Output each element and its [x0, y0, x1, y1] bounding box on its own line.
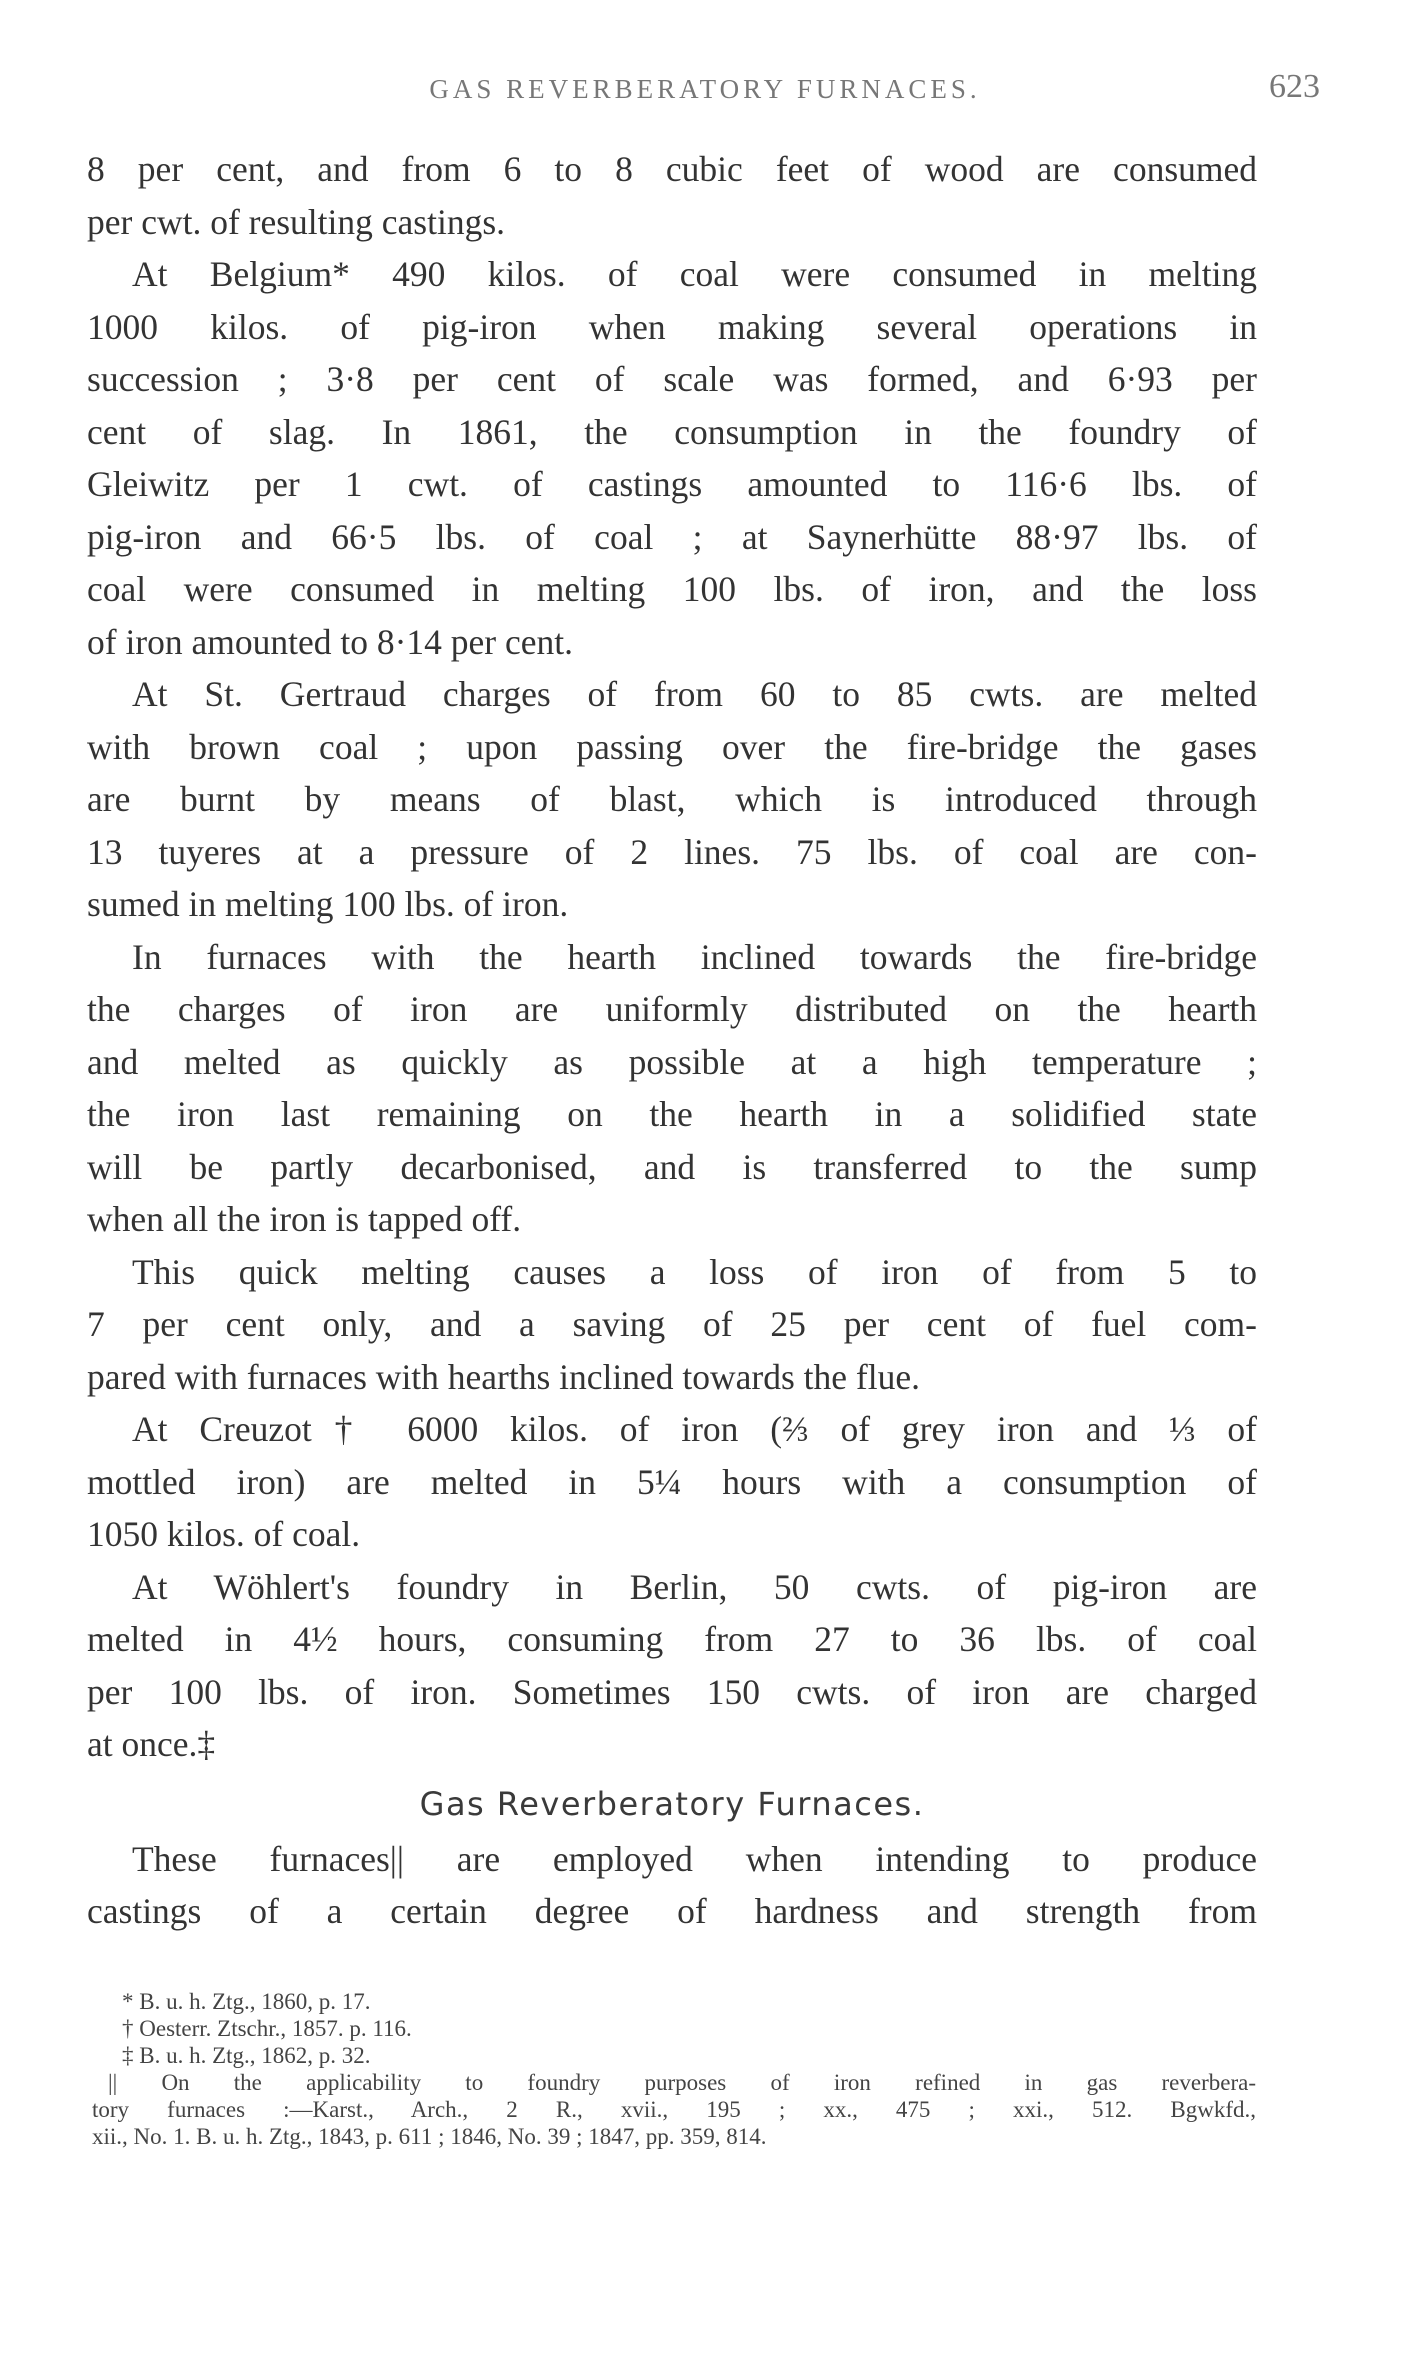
footnote-line: † Oesterr. Ztschr., 1857. p. 116.: [122, 2016, 412, 2041]
text-line: pig-iron and 66·5 lbs. of coal ; at Saynerhütte 88·97 lbs. of: [87, 516, 1257, 557]
text-line: the iron last remaining on the hearth in a solidified state: [87, 1094, 1257, 1134]
text-line: These furnaces|| are employed when intending to produce: [132, 1838, 1257, 1879]
footnote-line: xii., No. 1. B. u. h. Ztg., 1843, p. 611 ; 1846, No. 39 ; 1847, pp. 359, 814.: [92, 2124, 767, 2149]
footnotes: [92, 1988, 1256, 2150]
text-line: At St. Gertraud charges of from 60 to 85 cwts. are melted: [132, 674, 1257, 714]
text-line: 1050 kilos. of coal.: [87, 1514, 361, 1554]
text-line: At Belgium* 490 kilos. of coal were consumed in melting: [132, 254, 1257, 294]
text-line: with brown coal ; upon passing over the fire-bridge the gases: [87, 726, 1257, 767]
body-text: [87, 143, 1257, 1938]
footnote-line: ‡ B. u. h. Ztg., 1862, p. 32.: [122, 2043, 371, 2068]
text-line: This quick melting causes a loss of iron of from 5 to: [132, 1251, 1257, 1292]
footnote-line: || On the applicability to foundry purposes of iron refined in gas reverbera-: [108, 2070, 1256, 2095]
text-line: At Creuzot† 6000 kilos. of iron (⅔ of grey iron and ⅓ of: [132, 1409, 1257, 1449]
text-line: per cwt. of resulting castings.: [87, 201, 506, 242]
text-line: 7 per cent only, and a saving of 25 per cent of fuel com-: [87, 1304, 1257, 1344]
footnote-line: tory furnaces :—Karst., Arch., 2 R., xvii., 195 ; xx., 475 ; xxi., 512. Bgwkfd.,: [92, 2097, 1256, 2122]
text-line: when all the iron is tapped off.: [87, 1199, 522, 1239]
text-line: coal were consumed in melting 100 lbs. of iron, and the loss: [87, 569, 1257, 609]
text-line: In furnaces with the hearth inclined towards the fire-bridge: [132, 936, 1257, 977]
text-line: At Wöhlert's foundry in Berlin, 50 cwts. of pig-iron are: [132, 1566, 1257, 1607]
text-line: castings of a certain degree of hardness and strength from: [87, 1891, 1257, 1931]
text-line: melted in 4½ hours, consuming from 27 to 36 lbs. of coal: [87, 1619, 1257, 1659]
section-heading: Gas Reverberatory Furnaces.: [419, 1784, 925, 1823]
running-head: [90, 68, 1320, 112]
text-line: per 100 lbs. of iron. Sometimes 150 cwts. of iron are charged: [87, 1671, 1257, 1712]
text-line: and melted as quickly as possible at a high temperature ;: [87, 1041, 1257, 1082]
text-line: will be partly decarbonised, and is transferred to the sump: [87, 1146, 1257, 1187]
text-line: succession ; 3·8 per cent of scale was formed, and 6·93 per: [87, 359, 1257, 399]
running-title: GAS REVERBERATORY FURNACES.: [429, 74, 981, 104]
text-line: pared with furnaces with hearths inclined towards the flue.: [87, 1356, 920, 1397]
text-line: the charges of iron are uniformly distributed on the hearth: [87, 989, 1257, 1029]
text-line: Gleiwitz per 1 cwt. of castings amounted to 116·6 lbs. of: [87, 464, 1257, 504]
text-line: sumed in melting 100 lbs. of iron.: [87, 884, 569, 924]
text-line: are burnt by means of blast, which is introduced through: [87, 779, 1257, 819]
text-line: cent of slag. In 1861, the consumption in the foundry of: [87, 411, 1257, 452]
text-line: 8 per cent, and from 6 to 8 cubic feet of wood are consumed: [87, 149, 1257, 189]
text-line: 13 tuyeres at a pressure of 2 lines. 75 lbs. of coal are con-: [87, 831, 1257, 872]
page-number: 623: [1269, 68, 1320, 105]
text-line: at once.‡: [87, 1724, 216, 1764]
text-line: of iron amounted to 8·14 per cent.: [87, 621, 574, 662]
footnote-line: * B. u. h. Ztg., 1860, p. 17.: [122, 1989, 371, 2014]
text-line: mottled iron) are melted in 5¼ hours with a consumption of: [87, 1461, 1257, 1502]
text-line: 1000 kilos. of pig-iron when making several operations in: [87, 306, 1257, 347]
